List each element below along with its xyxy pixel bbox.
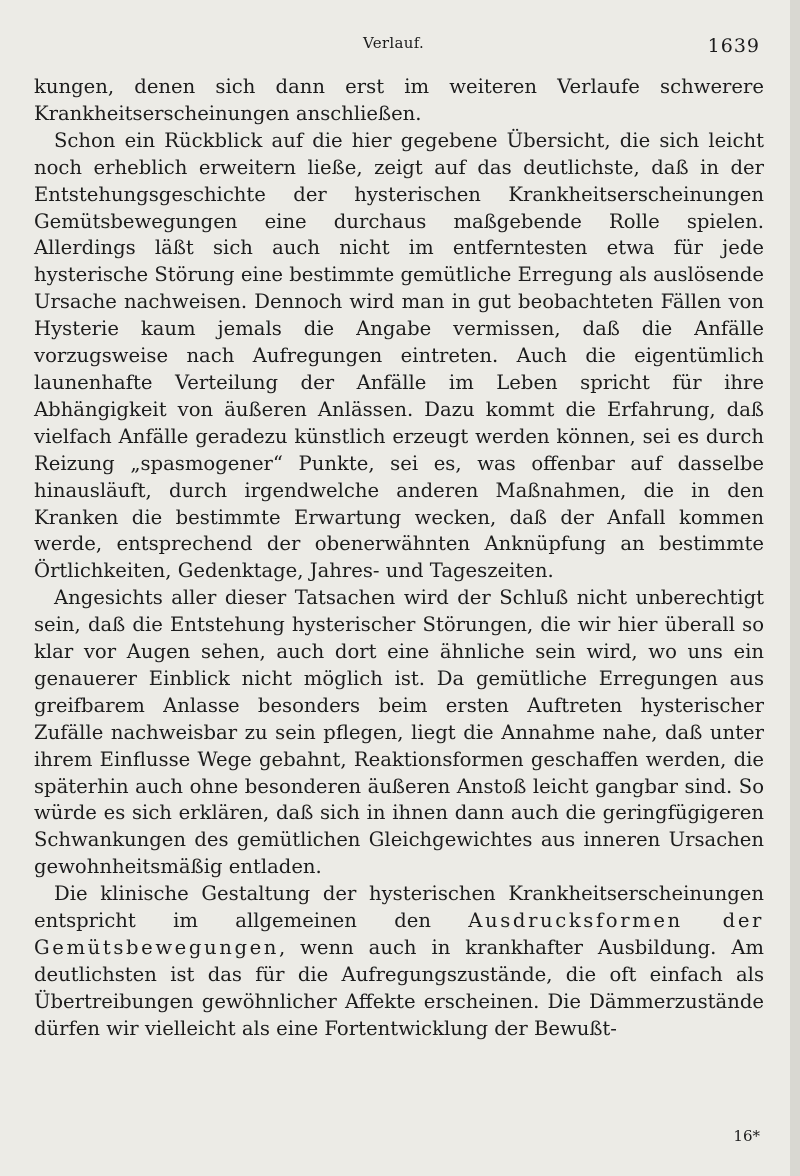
page-number: 1639 [707,35,760,57]
paragraph-2 [34,128,764,585]
signature-mark: 16* [733,1127,760,1145]
paragraph-4-emphasis: Ausdrucksformen der Gemütsbewegungen [34,909,764,959]
paragraph-3 [34,585,764,881]
paragraph-2-text: Schon ein Rückblick auf die hier gegebene Übersicht, die sich leicht noch erheblich erweitern ließe, zeigt auf das deutlichste, daß in der Entstehungsgeschichte der hysterischen Krankheitserscheinungen Gemütsbewegungen eine durchaus maßgebende Rolle spielen. Allerdings läßt sich auch nicht im entferntesten etwa für jede hysterische Störung eine bestimmte gemütliche Erregung als auslösende Ursache nachweisen. Dennoch wird man in gut beobachteten Fällen von Hysterie kaum jemals die Angabe vermissen, daß die Anfälle vorzugsweise nach Aufregungen eintreten. Auch die eigentümlich launenhafte Verteilung der Anfälle im Leben spricht für ihre Abhängigkeit von äußeren Anlässen. Dazu kommt die Erfahrung, daß vielfach Anfälle geradezu künstlich erzeugt werden können, sei es durch Reizung „spasmogener“ Punkte, sei es, was offenbar auf dasselbe hinausläuft, durch irgendwelche anderen Maßnahmen, die in den Kranken die bestimmte Erwartung wecken, daß der Anfall kommen werde, entsprechend der obenerwähnten Anknüpfung an bestimmte Örtlichkeiten, Gedenktage, Jahres- und Tageszeiten. [34,128,764,583]
paragraph-3-text: Angesichts aller dieser Tatsachen wird der Schluß nicht unberechtigt sein, daß die Entstehung hysterischer Störungen, die wir hier überall so klar vor Augen sehen, auch dort eine ähnliche sein wird, wo uns ein genauerer Einblick nicht möglich ist. Da gemütliche Erregungen aus greifbarem Anlasse besonders beim ersten Auftreten hysterischer Zufälle nachweisbar zu sein pflegen, liegt die Annahme nahe, daß unter ihrem Einflusse Wege gebahnt, Reaktionsformen geschaffen werden, die späterhin auch ohne besonderen äußeren Anstoß leicht gangbar sind. So würde es sich erklären, daß sich in ihnen dann auch die geringfügigeren Schwankungen des gemütlichen Gleichgewichtes aus inneren Ursachen gewohnheitsmäßig entladen. [34,586,764,879]
paragraph-4 [34,881,764,1042]
body-text [34,74,764,1043]
paragraph-4-text-b: , wenn auch in krankhafter Ausbildung. Am deutlichsten ist das für die Aufregungszustände, die oft einfach als Übertreibungen gewöhnlicher Affekte erscheinen. Die Dämmerzustände dürfen wir vielleicht als eine Fortentwicklung der Bewußt- [34,936,764,1040]
running-head [0,34,800,56]
paragraph-1 [34,74,764,128]
running-head-title: Verlauf. [363,34,425,52]
paragraph-4-text-a: Die klinische Gestaltung der hysterischen Krankheitserscheinungen entspricht im allgemeinen den [34,882,764,933]
paragraph-1-text: kungen, denen sich dann erst im weiteren Verlaufe schwerere Krankheitserscheinungen anschließen. [34,75,764,125]
